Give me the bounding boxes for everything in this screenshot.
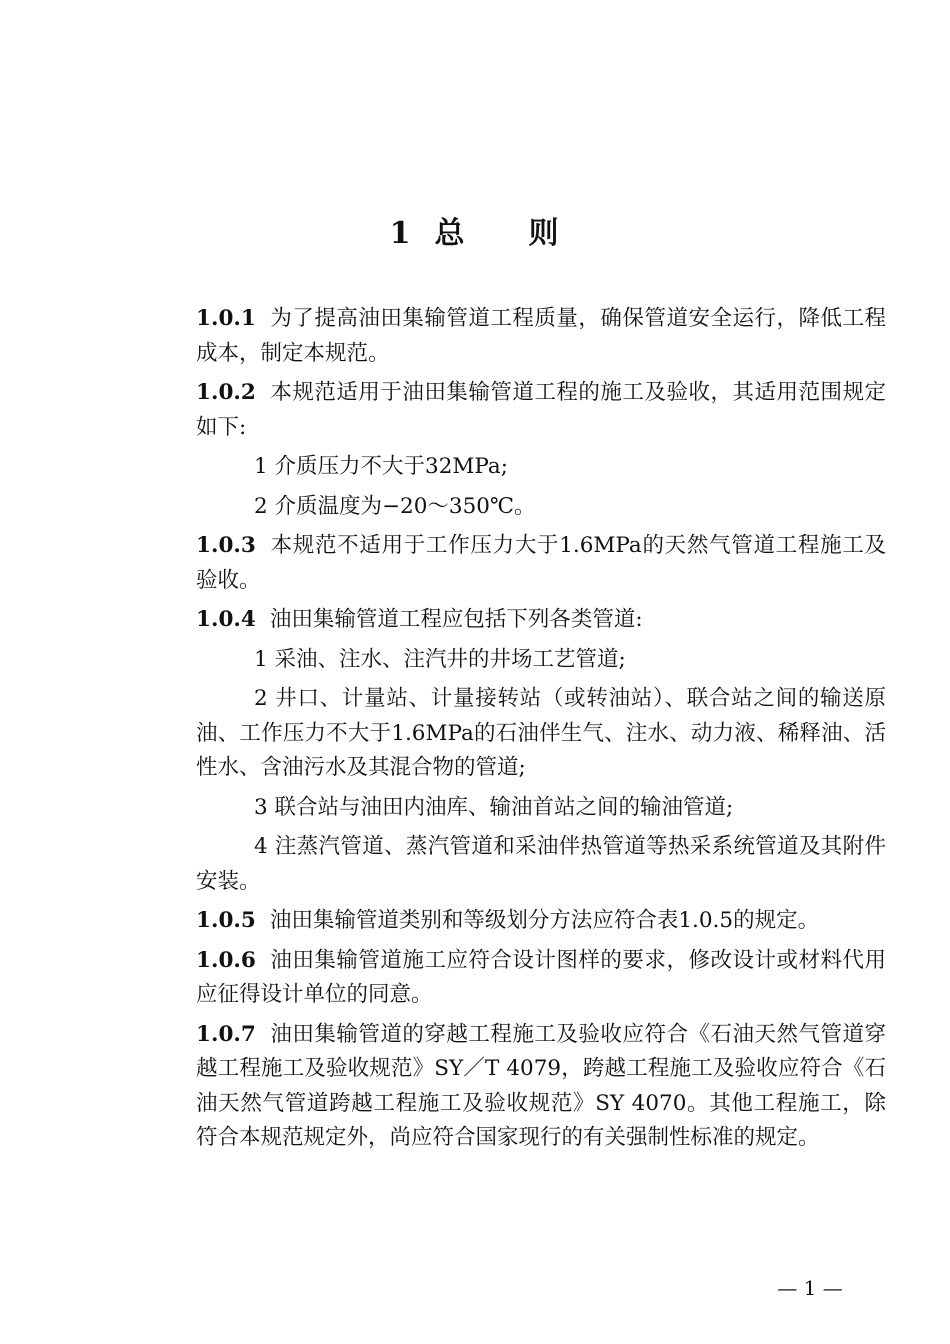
clause-number: 1.0.1 <box>196 306 256 331</box>
clause-item: 3 联合站与油田内油库、输油首站之间的输油管道; <box>254 794 734 820</box>
clause-number: 1.0.4 <box>196 607 256 632</box>
chapter-number: 1 <box>389 216 413 251</box>
clause-text: 本规范适用于油田集输管道工程的施工及验收，其适用范围规定如下: <box>196 380 886 440</box>
clause-1-0-7 <box>196 1018 886 1156</box>
clause-text: 为了提高油田集输管道工程质量，确保管道安全运行，降低工程成本，制定本规范。 <box>196 306 886 366</box>
clause-number: 1.0.6 <box>196 947 256 973</box>
clause-1-0-3 <box>196 529 886 598</box>
chapter-title-part2: 则 <box>528 216 561 251</box>
clause-1-0-4 <box>196 603 886 638</box>
clause-1-0-1 <box>196 302 886 371</box>
clause-list <box>196 302 886 1161</box>
clause-1-0-5 <box>196 904 886 939</box>
clause-text: 油田集输管道工程应包括下列各类管道: <box>269 607 643 632</box>
clause-item: 2 介质温度为−20～350℃。 <box>254 493 536 519</box>
clause-1-0-2 <box>196 376 886 445</box>
chapter-title <box>0 208 950 252</box>
clause-item: 4 注蒸汽管道、蒸汽管道和采油伴热管道等热采系统管道及其附件安装。 <box>196 834 886 894</box>
clause-1-0-6 <box>196 944 886 1013</box>
clause-number: 1.0.5 <box>196 908 256 933</box>
clause-item: 1 采油、注水、注汽井的井场工艺管道; <box>254 646 626 672</box>
chapter-title-part1: 总 <box>434 216 467 251</box>
page-number: — 1 — <box>777 1276 843 1300</box>
clause-text: 本规范不适用于工作压力大于1.6MPa的天然气管道工程施工及验收。 <box>196 533 886 593</box>
clause-number: 1.0.7 <box>196 1021 256 1047</box>
clause-number: 1.0.2 <box>196 380 256 405</box>
clause-number: 1.0.3 <box>196 533 256 558</box>
clause-text: 油田集输管道的穿越工程施工及验收应符合《石油天然气管道穿越工程施工及验收规范》SY／T 4079，跨越工程施工及验收应符合《石油天然气管道跨越工程施工及验收规范》SY 4070。其他工程施工，除符合本规范规定外，尚应符合国家现行的有关强制性标准的规定。 <box>196 1021 886 1150</box>
clause-text: 油田集输管道类别和等级划分方法应符合表1.0.5的规定。 <box>269 908 820 933</box>
clause-item: 1 介质压力不大于32MPa; <box>254 454 508 479</box>
clause-text: 油田集输管道施工应符合设计图样的要求，修改设计或材料代用应征得设计单位的同意。 <box>196 947 886 1007</box>
clause-item: 2 井口、计量站、计量接转站（或转油站）、联合站之间的输送原油、工作压力不大于1.6MPa的石油伴生气、注水、动力液、稀释油、活性水、含油污水及其混合物的管道; <box>196 686 886 780</box>
